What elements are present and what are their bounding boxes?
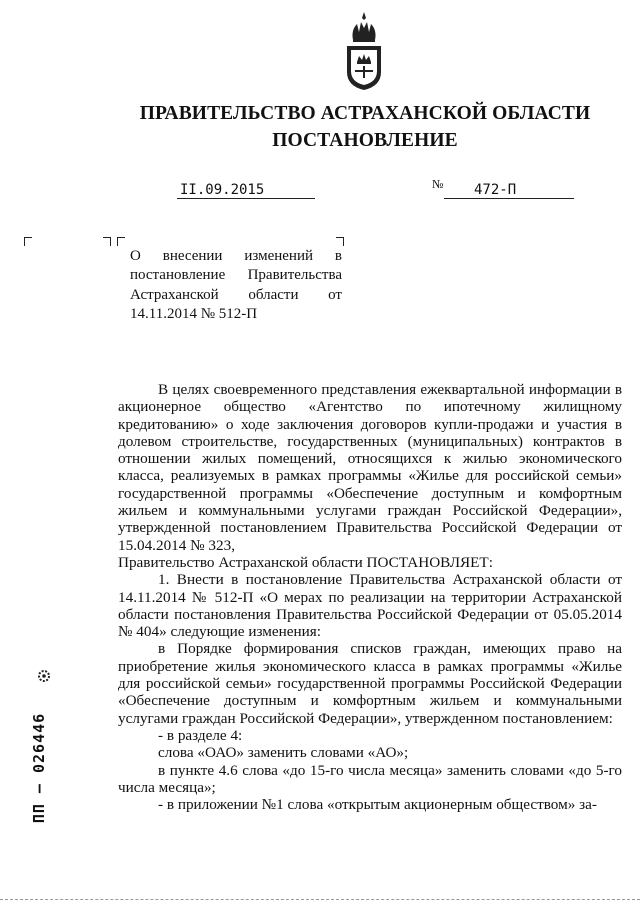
body-paragraph: - в приложении №1 слова «открытым акционерным обществом» за- [158,796,597,814]
number-symbol: № [432,177,444,191]
body-paragraph: 1. Внести в постановление Правительства Астраханской области от 14.11.2014 № 512-П «О мерах по реализации на территории Астраханской области постановления Правительства Российской Федерации от 05.05.2014 № 404» следующие изменения: [118,571,622,641]
document-header [0,100,640,154]
document-subject [130,247,342,325]
document-date: II.09.2015 [177,182,315,199]
corner-mark-subject-left-inner [117,237,125,246]
government-title: ПРАВИТЕЛЬСТВО АСТРАХАНСКОЙ ОБЛАСТИ [139,103,591,124]
corner-mark-left [24,237,32,246]
body-paragraph: - в разделе 4: [158,726,243,744]
corner-mark-subject-left-outer [103,237,111,246]
coat-of-arms-emblem [341,10,387,92]
body-paragraph: в пункте 4.6 слова «до 15-го числа месяца» заменить словами «до 5-го числа месяца»; [118,761,622,796]
subject-text: О внесении изменений в постановление Правительства Астраханской области от 14.11.2014 № 512-П [130,248,342,323]
gear-stamp-icon [36,668,52,684]
body-paragraph: В целях своевременного представления ежеквартальной информации в акционерное общество «Агентство по ипотечному жилищному кредитованию» о ходе заключения договоров купли-продажи и участия в долевом строительстве, государственных (муниципальных) контрактов в отношении жилых помещений, относящихся к жилью экономического класса, реализуемых в рамках программы «Жилье для российской семьи» государственной программы «Обеспечение доступным и комфортным жильем и коммунальными услугами граждан Российской Федерации», утвержденной постановлением Правительства Российской Федерации от 15.04.2014 № 323, [118,381,622,554]
serial-code [24,668,54,868]
corner-mark-subject-right [336,237,344,246]
serial-code-text: ПП – 026446 [30,712,48,824]
body-paragraph: в Порядке формирования списков граждан, имеющих право на приобретение жилья экономического класса в рамках программы «Жилье для российской семьи» государственной программы Российской Федерации «Обеспечение доступным и комфортным жильем и коммунальными услугами граждан Российской Федерации», утвержденном постановлением: [118,640,622,727]
document-number: 472-П [444,182,574,199]
page-bottom-edge [0,899,640,900]
document-body [118,381,622,813]
body-paragraph: Правительство Астраханской области ПОСТАНОВЛЯЕТ: [118,553,493,571]
body-paragraph: слова «ОАО» заменить словами «АО»; [158,744,409,762]
document-type: ПОСТАНОВЛЕНИЕ [272,130,458,151]
